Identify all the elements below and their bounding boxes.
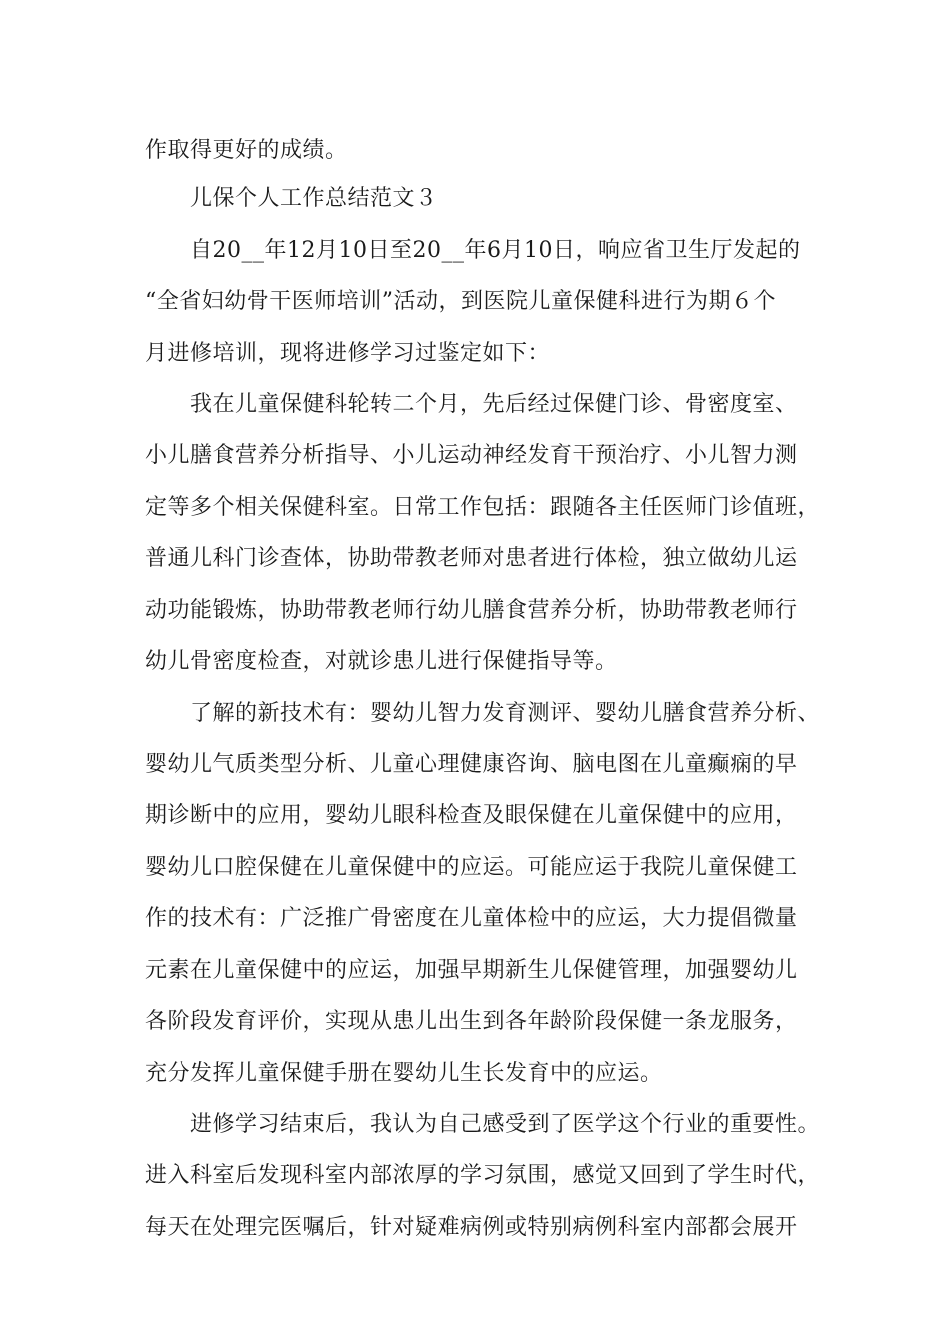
text-line: 进修学习结束后，我认为自己感受到了医学这个行业的重要性。: [190, 1112, 821, 1137]
text-line: 期诊断中的应用，婴幼儿眼科检查及眼保健在儿童保健中的应用，: [145, 803, 798, 828]
text-line: 自20__年12月10日至20__年6月10日，响应省卫生厅发起的: [190, 238, 801, 263]
section-heading: 儿保个人工作总结范文３: [190, 186, 438, 211]
text-line: 进入科室后发现科室内部浓厚的学习氛围，感觉又回到了学生时代，: [145, 1163, 821, 1188]
text-line: 我在儿童保健科轮转二个月，先后经过保健门诊、骨密度室、: [190, 392, 798, 417]
text-line: “全省妇幼骨干医师培训”活动，到医院儿童保健科进行为期６个: [145, 289, 776, 314]
text-line: 了解的新技术有：婴幼儿智力发育测评、婴幼儿膳食营养分析、: [190, 701, 821, 726]
text-line: 充分发挥儿童保健手册在婴幼儿生长发育中的应运。: [145, 1061, 663, 1086]
text-line: 动功能锻炼，协助带教老师行幼儿膳食营养分析，协助带教老师行: [145, 598, 798, 623]
text-line: 元素在儿童保健中的应运，加强早期新生儿保健管理，加强婴幼儿: [145, 958, 798, 983]
text-line: 月进修培训，现将进修学习过鉴定如下：: [145, 341, 551, 366]
text-line: 普通儿科门诊查体，协助带教老师对患者进行体检，独立做幼儿运: [145, 546, 798, 571]
text-line: 作取得更好的成绩。: [145, 138, 348, 163]
text-line: 婴幼儿气质类型分析、儿童心理健康咨询、脑电图在儿童癫痫的早: [145, 752, 798, 777]
text-line: 作的技术有：广泛推广骨密度在儿童体检中的应运，大力提倡微量: [145, 906, 798, 931]
text-line: 定等多个相关保健科室。日常工作包括：跟随各主任医师门诊值班，: [145, 495, 821, 520]
text-line: 幼儿骨密度检查，对就诊患儿进行保健指导等。: [145, 649, 618, 674]
text-line: 婴幼儿口腔保健在儿童保健中的应运。可能应运于我院儿童保健工: [145, 855, 798, 880]
text-line: 小儿膳食营养分析指导、小儿运动神经发育干预治疗、小儿智力测: [145, 443, 798, 468]
text-line: 每天在处理完医嘱后，针对疑难病例或特别病例科室内部都会展开: [145, 1215, 798, 1240]
text-line: 各阶段发育评价，实现从患儿出生到各年龄阶段保健一条龙服务，: [145, 1009, 798, 1034]
